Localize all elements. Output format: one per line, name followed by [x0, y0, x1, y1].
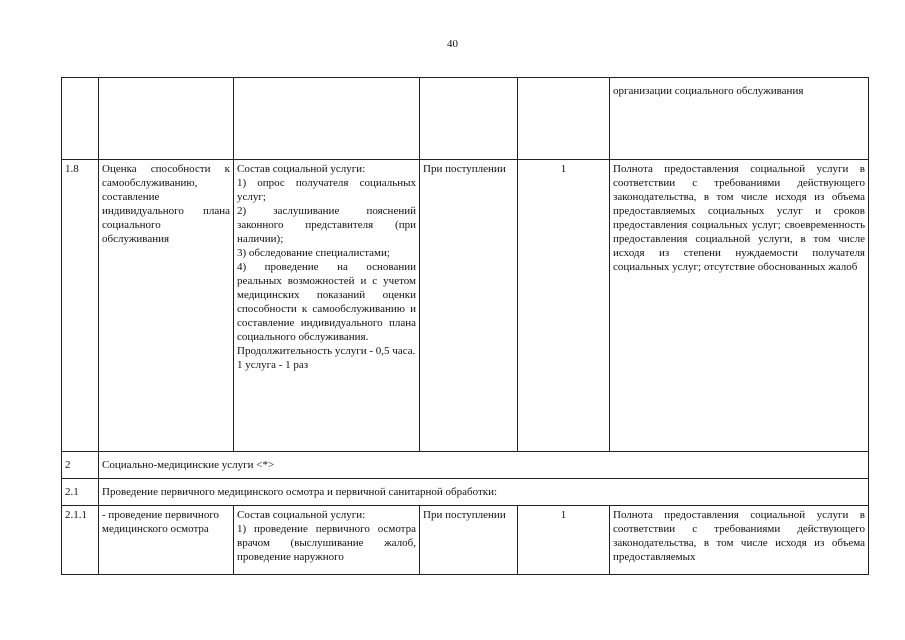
cell-count [518, 78, 610, 160]
cell-quality: организации социального обслуживания [610, 78, 869, 160]
content-line: 4) проведение на основании реальных возможностей и с учетом медицинских показаний оценки способности к самообслуживанию и составление индивидуального плана социального обслуживания. [237, 261, 416, 343]
table-row-1-8 [62, 160, 869, 452]
section-title: Проведение первичного медицинского осмотра и первичной санитарной обработки: [99, 479, 869, 506]
cell-count: 1 [518, 160, 610, 452]
table-row-2 [62, 452, 869, 479]
page-number: 40 [447, 38, 458, 50]
content-line: Состав социальной услуги: [237, 163, 366, 175]
content-line: 1) проведение первичного осмотра врачом (выслушивание жалоб, проведение наружного [237, 523, 416, 563]
cell-num: 2.1 [62, 479, 99, 506]
cell-timing: При поступлении [420, 160, 518, 452]
cell-num: 1.8 [62, 160, 99, 452]
cell-name: Оценка способности к самообслуживанию, составление индивидуального плана социального обслуживания [99, 160, 234, 452]
content-line: 2) заслушивание пояснений законного представителя (при наличии); [237, 205, 416, 245]
cell-quality: Полнота предоставления социальной услуги в соответствии с требованиями действующего законодательства, в том числе исходя из объема предоставляемых [610, 506, 869, 575]
services-table [61, 77, 869, 575]
cell-num [62, 78, 99, 160]
table-row-2-1 [62, 479, 869, 506]
content-line: Состав социальной услуги: [237, 509, 366, 521]
cell-name: - проведение первичного медицинского осмотра [99, 506, 234, 575]
content-line: 3) обследование специалистами; [237, 247, 390, 259]
cell-timing: При поступлении [420, 506, 518, 575]
cell-content [234, 506, 420, 575]
cell-count: 1 [518, 506, 610, 575]
cell-name [99, 78, 234, 160]
content-line: 1 услуга - 1 раз [237, 359, 309, 371]
cell-content [234, 78, 420, 160]
section-title: Социально-медицинские услуги <*> [99, 452, 869, 479]
content-line: 1) опрос получателя социальных услуг; [237, 177, 416, 203]
cell-num: 2.1.1 [62, 506, 99, 575]
table-row-2-1-1 [62, 506, 869, 575]
cell-num: 2 [62, 452, 99, 479]
cell-content [234, 160, 420, 452]
cell-timing [420, 78, 518, 160]
cell-quality: Полнота предоставления социальной услуги в соответствии с требованиями действующего законодательства, в том числе исходя из объема предоставляемых социальных услуг и сроков предоставления социальных услуг; своевременность предоставления социальной услуги, в том числе исходя из степени нуждаемости получателя социальных услуг; отсутствие обоснованных жалоб [610, 160, 869, 452]
content-line: Продолжительность услуги - 0,5 часа. [237, 345, 416, 357]
table-row-continuation [62, 78, 869, 160]
